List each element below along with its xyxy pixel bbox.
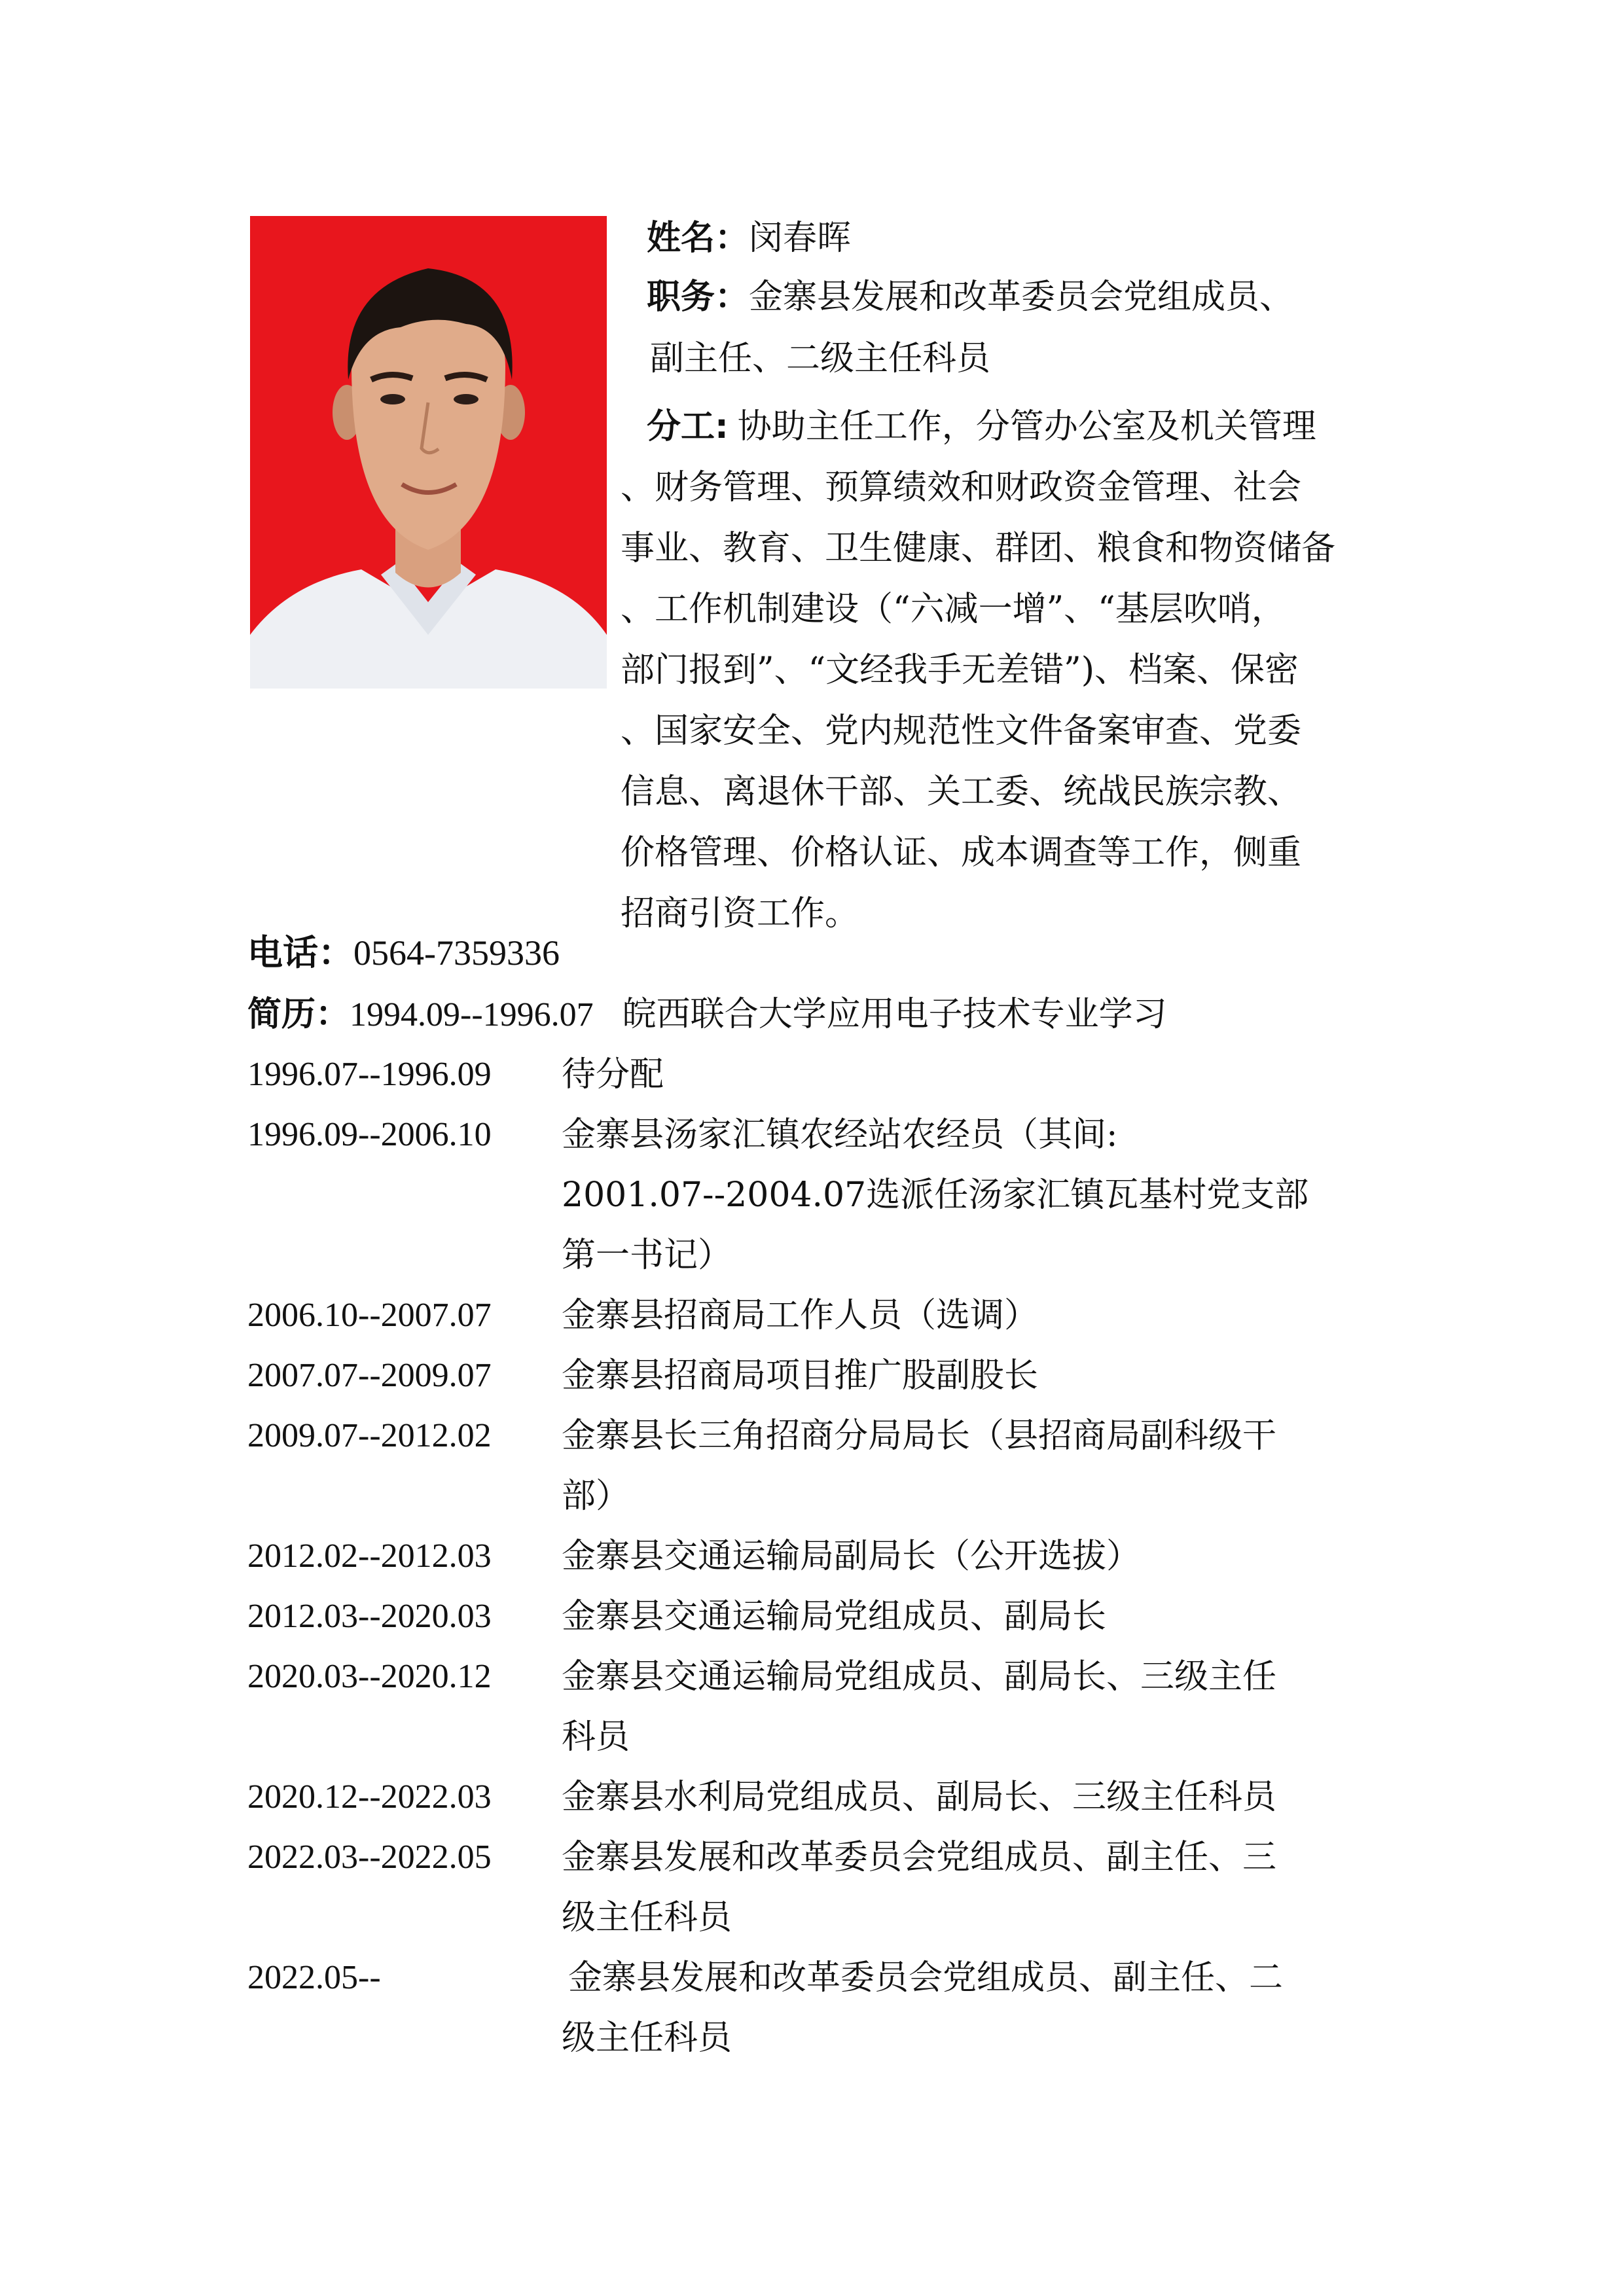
resume-text: 2001.07--2004.07选派任汤家汇镇瓦基村党支部 — [562, 1175, 1309, 1215]
resume-text: 金寨县招商局项目推广股副股长 — [562, 1356, 1039, 1395]
resume-text: 皖西联合大学应用电子技术专业学习 — [622, 995, 1167, 1034]
resume-text: 金寨县汤家汇镇农经站农经员（其间: — [562, 1115, 1118, 1155]
position-line-2: 副主任、二级主任科员 — [650, 339, 991, 378]
duty-line: 协助主任工作，分管办公室及机关管理 — [737, 407, 1316, 446]
phone-label: 电话： — [247, 932, 353, 973]
portrait-illustration — [250, 216, 607, 689]
duty-line: 、工作机制建设（“六减一增”、“基层吹哨， — [621, 590, 1286, 629]
duty-line: 部门报到”、“文经我手无差错”)、档案、保密 — [621, 651, 1299, 690]
resume-text: 级主任科员 — [562, 1898, 732, 1937]
resume-text: 金寨县招商局工作人员（选调） — [562, 1296, 1039, 1335]
resume-date: 2020.12--2022.03 — [247, 1778, 492, 1816]
duty-row — [647, 407, 1316, 446]
resume-date: 2006.10--2007.07 — [247, 1297, 492, 1334]
duty-line: 、财务管理、预算绩效和财政资金管理、社会 — [621, 468, 1302, 507]
name-label: 姓名： — [647, 219, 749, 258]
resume-date: 2012.03--2020.03 — [247, 1598, 492, 1635]
position-row — [647, 278, 1293, 317]
resume-date: 1996.07--1996.09 — [247, 1056, 492, 1093]
position-label: 职务： — [647, 278, 749, 317]
portrait-photo — [250, 216, 607, 689]
duty-line: 信息、离退休干部、关工委、统战民族宗教、 — [621, 772, 1302, 812]
resume-date: 2012.02--2012.03 — [247, 1537, 492, 1575]
name-value: 闵春晖 — [749, 219, 852, 258]
resume-label: 简历： — [247, 995, 350, 1034]
duty-line: 招商引资工作。 — [621, 894, 859, 933]
resume-date: 2007.07--2009.07 — [247, 1357, 492, 1394]
resume-date: 1996.09--2006.10 — [247, 1116, 492, 1153]
resume-date: 1994.09--1996.07 — [350, 996, 594, 1033]
resume-text: 金寨县交通运输局党组成员、副局长 — [562, 1597, 1107, 1636]
resume-date: 2022.05-- — [247, 1959, 381, 1996]
duty-line: 、国家安全、党内规范性文件备案审查、党委 — [621, 711, 1302, 751]
duty-line: 事业、教育、卫生健康、群团、粮食和物资储备 — [621, 529, 1336, 568]
phone-value: 0564-7359336 — [353, 933, 560, 973]
duty-label: 分工: — [647, 407, 729, 446]
resume-text: 金寨县交通运输局党组成员、副局长、三级主任 — [562, 1657, 1277, 1696]
name-row — [647, 219, 851, 258]
duty-line: 价格管理、价格认证、成本调查等工作，侧重 — [621, 833, 1302, 872]
resume-header-row — [247, 995, 1167, 1035]
resume-text: 第一书记） — [562, 1236, 732, 1275]
resume-text: 金寨县水利局党组成员、副局长、三级主任科员 — [562, 1778, 1277, 1817]
position-line-1: 金寨县发展和改革委员会党组成员、 — [749, 278, 1294, 317]
resume-text: 金寨县发展和改革委员会党组成员、副主任、三 — [562, 1838, 1277, 1877]
resume-text: 金寨县交通运输局副局长（公开选拔） — [562, 1537, 1141, 1576]
resume-text: 科员 — [562, 1717, 630, 1757]
resume-text: 部） — [562, 1477, 630, 1516]
resume-date: 2020.03--2020.12 — [247, 1658, 492, 1695]
resume-text: 金寨县发展和改革委员会党组成员、副主任、二 — [568, 1958, 1284, 1998]
resume-text: 级主任科员 — [562, 2018, 732, 2058]
resume-text: 金寨县长三角招商分局局长（县招商局副科级干 — [562, 1416, 1277, 1456]
phone-row — [247, 933, 560, 973]
resume-date: 2009.07--2012.02 — [247, 1417, 492, 1454]
resume-text: 待分配 — [562, 1055, 664, 1094]
resume-date: 2022.03--2022.05 — [247, 1839, 492, 1876]
